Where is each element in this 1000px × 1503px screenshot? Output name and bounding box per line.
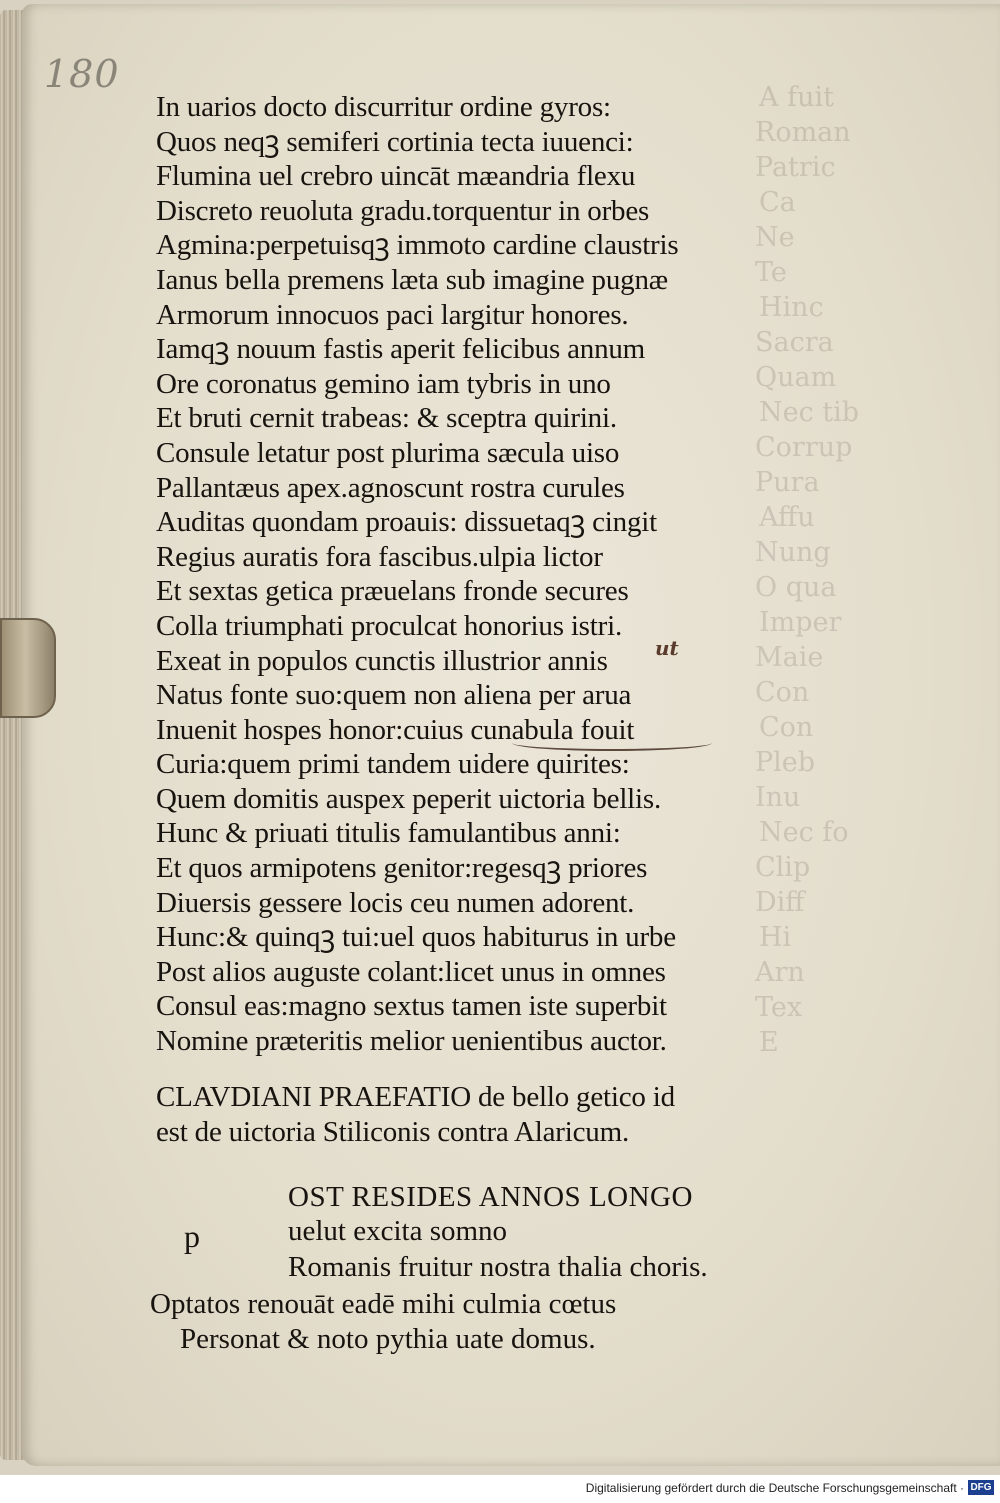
verse-line: Consule letatur post plurima sæcula uiso	[156, 436, 620, 469]
preface-line: Romanis fruitur nostra thalia choris.	[288, 1251, 708, 1283]
verse-line: Et bruti cernit trabeas: & sceptra quirini.	[156, 402, 617, 435]
heading-line: CLAVDIANI PRAEFATIO de bello getico id	[156, 1081, 675, 1113]
verse-line: In uarios docto discurritur ordine gyros:	[156, 91, 611, 123]
verse-line: Discreto reuoluta gradu.torquentur in orbes	[156, 194, 650, 227]
verse-line: Regius auratis fora fascibus.ulpia lictor	[156, 540, 603, 573]
verse-line: Armorum innocuos paci largitur honores.	[156, 298, 629, 331]
verse-line: Hunc:& quinqꝫ tui:uel quos habiturus in urbe	[156, 921, 676, 954]
verse-line: Colla triumphati proculcat honorius istri.	[156, 609, 622, 642]
preface-line: Optatos renouāt eadē mihi culmia cœtus	[150, 1288, 617, 1320]
verse-line: Pallantæus apex.agnoscunt rostra curules	[156, 471, 625, 504]
verse-line: Exeat in populos cunctis illustrior annis	[156, 644, 608, 677]
verse-line: Iamqꝫ nouum fastis aperit felicibus annum	[156, 333, 646, 366]
verse-line: Curia:quem primi tandem uidere quirites:	[156, 748, 630, 781]
section-heading	[156, 1080, 806, 1149]
verse-line: Et sextas getica præuelans fronde secures	[156, 575, 629, 608]
preface-line: Personat & noto pythia uate domus.	[180, 1323, 596, 1355]
verse-line: Et quos armipotens genitor:regesqꝫ priores	[156, 852, 648, 885]
book-clasp	[0, 618, 56, 718]
verse-line: Quos neqꝫ semiferi cortinia tecta iuuenci:	[156, 125, 634, 158]
verse-line: Ianus bella premens læta sub imagine pugnæ	[156, 263, 668, 296]
verse-block	[156, 90, 776, 1059]
verse-line: Inuenit hospes honor:cuius cunabula fouit	[156, 713, 635, 746]
verse-line: Nomine præteritis melior uenientibus auctor.	[156, 1025, 667, 1058]
marginal-annotation: ut	[655, 636, 679, 660]
verse-line: Hunc & priuati titulis famulantibus anni:	[156, 817, 621, 850]
preface-line: OST RESIDES ANNOS LONGO	[288, 1181, 693, 1213]
verse-line: Flumina uel crebro uincāt mæandria flexu	[156, 160, 636, 193]
handwritten-underline	[512, 735, 712, 751]
footer-credit: Digitalisierung gefördert durch die Deutsche Forschungsgemeinschaft ·	[585, 1481, 964, 1495]
folio-number: 180	[44, 52, 120, 96]
verse-line: Post alios auguste colant:licet unus in omnes	[156, 955, 666, 988]
verse-line: Natus fonte suo:quem non aliena per arua	[156, 679, 632, 712]
initial-letter: p	[184, 1218, 200, 1254]
preface-line: uelut excita somno	[288, 1215, 508, 1247]
verse-line: Consul eas:magno sextus tamen iste superbit	[156, 990, 667, 1023]
dfg-logo: DFG	[968, 1480, 994, 1495]
verse-line: Auditas quondam proauis: dissuetaqꝫ cingit	[156, 506, 657, 539]
verse-line: Quem domitis auspex peperit uictoria bellis.	[156, 782, 662, 815]
verse-line: Ore coronatus gemino iam tybris in uno	[156, 367, 611, 400]
verse-line: Agmina:perpetuisqꝫ immoto cardine claustris	[156, 229, 679, 262]
heading-line: est de uictoria Stiliconis contra Alaricum.	[156, 1115, 630, 1148]
verse-line: Diuersis gessere locis ceu numen adorent.	[156, 886, 635, 919]
